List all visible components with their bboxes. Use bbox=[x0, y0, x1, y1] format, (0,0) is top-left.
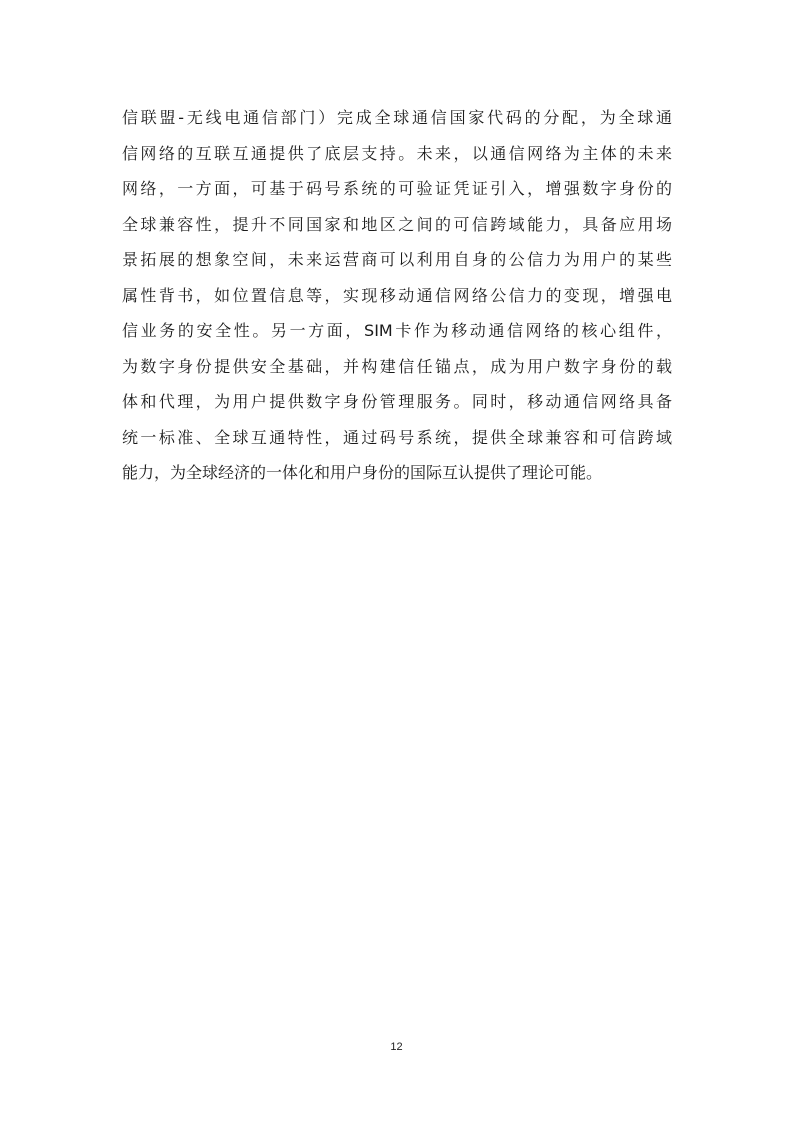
paragraph-line: 网络，一方面，可基于码号系统的可验证凭证引入，增强数字身份的 bbox=[122, 179, 672, 198]
page-number: 12 bbox=[390, 1041, 403, 1053]
paragraph-line: 信业务的安全性。另一方面，SIM卡作为移动通信网络的核心组件， bbox=[122, 321, 672, 340]
paragraph-line: 景拓展的想象空间，未来运营商可以利用自身的公信力为用户的某些 bbox=[122, 250, 672, 269]
paragraph-line: 信网络的互联互通提供了底层支持。未来，以通信网络为主体的未来 bbox=[122, 143, 672, 163]
body-paragraph bbox=[122, 100, 672, 491]
paragraph-line: 全球兼容性，提升不同国家和地区之间的可信跨域能力，具备应用场 bbox=[122, 214, 672, 234]
paragraph-line: 属性背书，如位置信息等，实现移动通信网络公信力的变现，增强电 bbox=[122, 285, 672, 305]
paragraph-line: 信联盟-无线电通信部门）完成全球通信国家代码的分配，为全球通 bbox=[122, 108, 672, 127]
paragraph-line: 为数字身份提供安全基础，并构建信任锚点，成为用户数字身份的载 bbox=[122, 356, 672, 376]
paragraph-line: 体和代理，为用户提供数字身份管理服务。同时，移动通信网络具备 bbox=[122, 392, 672, 411]
paragraph-line: 统一标准、全球互通特性，通过码号系统，提供全球兼容和可信跨域 bbox=[122, 427, 672, 447]
paragraph-line: 能力，为全球经济的一体化和用户身份的国际互认提供了理论可能。 bbox=[122, 463, 603, 482]
